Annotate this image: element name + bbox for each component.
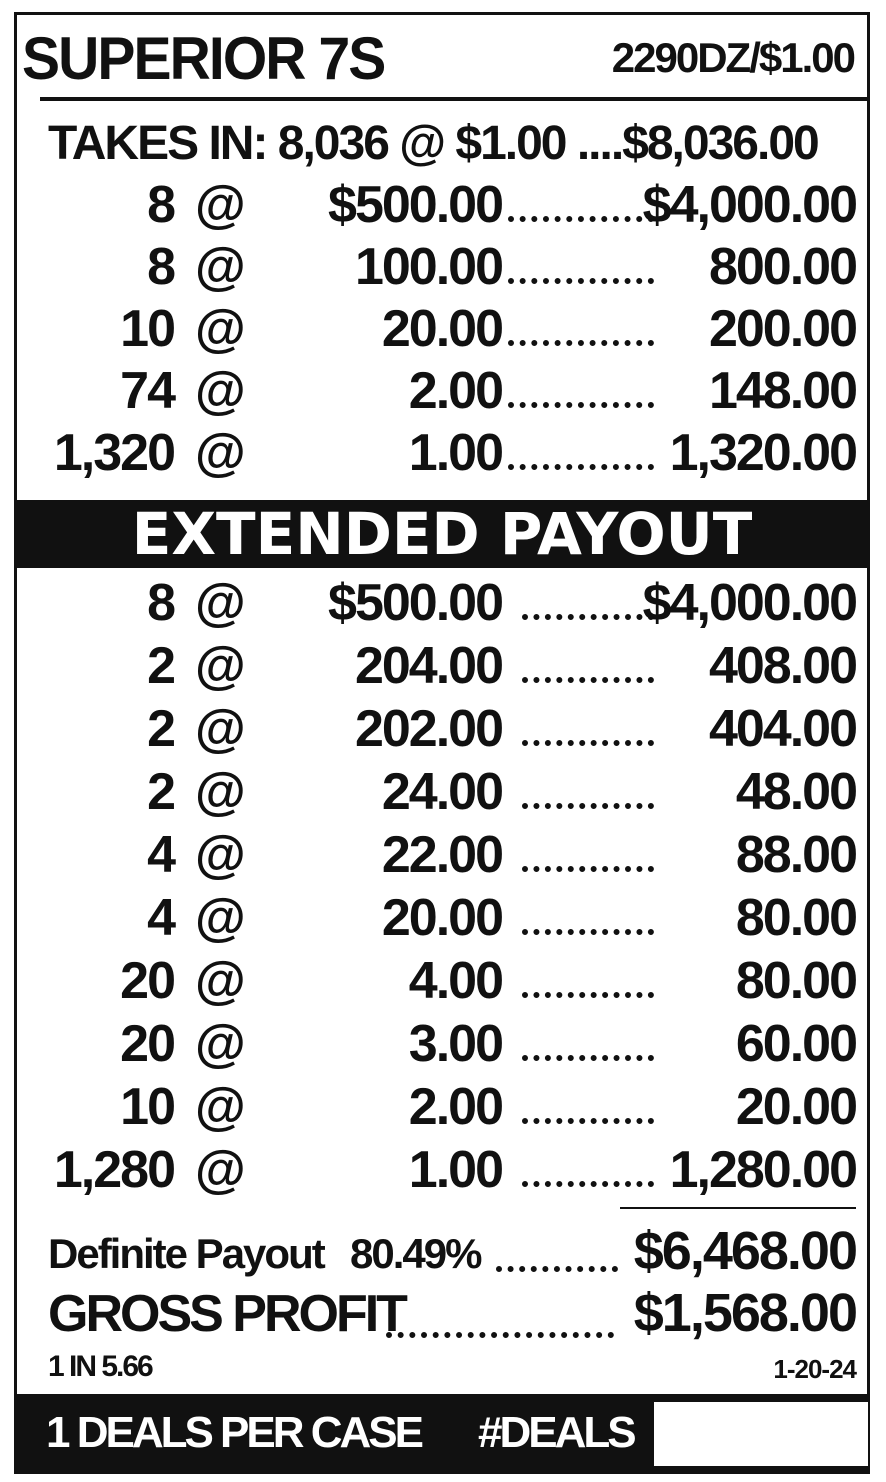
prize-count: 4	[147, 889, 174, 947]
at-sign: @	[195, 176, 244, 234]
odds-text: 1 IN 5.66	[48, 1350, 152, 1383]
at-sign: @	[195, 362, 244, 420]
leader-dots	[508, 456, 654, 470]
date-text: 1-20-24	[773, 1354, 856, 1384]
leader-dots	[522, 795, 654, 809]
prize-row	[0, 572, 886, 634]
extended-payout-band	[14, 500, 870, 568]
prize-total: $4,000.00	[642, 176, 856, 234]
at-sign: @	[195, 1015, 244, 1073]
prize-count: 74	[120, 362, 174, 420]
deals-count-label: #DEALS	[478, 1408, 634, 1457]
prize-count: 4	[147, 826, 174, 884]
prize-total: 20.00	[735, 1078, 856, 1136]
prize-total: $4,000.00	[642, 574, 856, 632]
leader-dots	[522, 1047, 654, 1061]
extended-payout-label: EXTENDED PAYOUT	[131, 500, 753, 568]
definite-payout-label: Definite Payout	[48, 1230, 324, 1277]
deals-count-box[interactable]	[654, 1402, 868, 1466]
form-code: 2290DZ/$1.00	[611, 34, 854, 81]
at-sign: @	[195, 889, 244, 947]
gross-profit-amount: $1,568.00	[633, 1283, 856, 1343]
prize-row	[0, 174, 886, 236]
prize-count: 2	[147, 637, 174, 695]
prize-row	[0, 761, 886, 823]
prize-total: 88.00	[735, 826, 856, 884]
prize-amount: 3.00	[408, 1015, 502, 1073]
prize-amount: 1.00	[408, 1141, 502, 1199]
leader-dots	[522, 606, 654, 620]
prize-amount: $500.00	[328, 176, 502, 234]
prize-count: 20	[120, 952, 174, 1010]
prize-total: 1,320.00	[669, 424, 856, 482]
prize-row	[0, 360, 886, 422]
prize-count: 2	[147, 763, 174, 821]
at-sign: @	[195, 952, 244, 1010]
prize-total: 1,280.00	[669, 1141, 856, 1199]
at-sign: @	[195, 763, 244, 821]
prize-count: 20	[120, 1015, 174, 1073]
footer-bar	[14, 1394, 870, 1474]
prize-total: 48.00	[735, 763, 856, 821]
leader-dots	[522, 732, 654, 746]
prize-row	[0, 950, 886, 1012]
prize-row	[0, 298, 886, 360]
prize-amount: $500.00	[328, 574, 502, 632]
leader-dots	[508, 270, 654, 284]
prize-row	[0, 1076, 886, 1138]
prize-amount: 2.00	[408, 362, 502, 420]
leader-dots	[522, 858, 654, 872]
prize-amount: 1.00	[408, 424, 502, 482]
prize-row	[0, 1139, 886, 1201]
total-rule	[620, 1207, 856, 1209]
prize-row	[0, 422, 886, 484]
prize-total: 80.00	[735, 889, 856, 947]
prize-total: 80.00	[735, 952, 856, 1010]
leader-dots	[508, 208, 654, 222]
leader-dots	[508, 332, 654, 346]
at-sign: @	[195, 826, 244, 884]
prize-amount: 202.00	[354, 700, 502, 758]
takes-in-line: TAKES IN: 8,036 @ $1.00 ....$8,036.00	[48, 117, 818, 170]
gross-profit-row	[48, 1282, 856, 1346]
leader-dots	[508, 394, 654, 408]
prize-total: 200.00	[708, 300, 856, 358]
prize-count: 8	[147, 574, 174, 632]
game-title: SUPERIOR 7S	[22, 25, 385, 92]
prize-count: 8	[147, 238, 174, 296]
leader-dots	[496, 1260, 618, 1272]
definite-payout-percent: 80.49%	[350, 1230, 481, 1277]
prize-total: 800.00	[708, 238, 856, 296]
gross-profit-label: GROSS PROFIT	[48, 1285, 405, 1343]
prize-count: 8	[147, 176, 174, 234]
prize-total: 408.00	[708, 637, 856, 695]
at-sign: @	[195, 1141, 244, 1199]
prize-amount: 100.00	[354, 238, 502, 296]
definite-payout-amount: $6,468.00	[633, 1221, 856, 1281]
prize-row	[0, 236, 886, 298]
prize-amount: 24.00	[381, 763, 502, 821]
leader-dots	[386, 1326, 614, 1338]
prize-total: 404.00	[708, 700, 856, 758]
at-sign: @	[195, 1078, 244, 1136]
prize-total: 60.00	[735, 1015, 856, 1073]
at-sign: @	[195, 637, 244, 695]
prize-amount: 20.00	[381, 300, 502, 358]
prize-total: 148.00	[708, 362, 856, 420]
leader-dots	[522, 984, 654, 998]
prize-amount: 22.00	[381, 826, 502, 884]
leader-dots	[522, 1173, 654, 1187]
prize-row	[0, 635, 886, 697]
deals-per-case: 1 DEALS PER CASE	[46, 1408, 421, 1457]
at-sign: @	[195, 238, 244, 296]
leader-dots	[522, 921, 654, 935]
at-sign: @	[195, 300, 244, 358]
header-rule	[40, 97, 870, 101]
prize-row	[0, 698, 886, 760]
prize-amount: 20.00	[381, 889, 502, 947]
prize-count: 10	[120, 300, 174, 358]
prize-amount: 4.00	[408, 952, 502, 1010]
at-sign: @	[195, 700, 244, 758]
prize-count: 2	[147, 700, 174, 758]
prize-amount: 204.00	[354, 637, 502, 695]
prize-count: 1,280	[53, 1141, 174, 1199]
header	[22, 24, 854, 96]
prize-count: 1,320	[53, 424, 174, 482]
leader-dots	[522, 1110, 654, 1124]
prize-count: 10	[120, 1078, 174, 1136]
prize-amount: 2.00	[408, 1078, 502, 1136]
prize-row	[0, 824, 886, 886]
prize-row	[0, 1013, 886, 1075]
at-sign: @	[195, 424, 244, 482]
leader-dots	[522, 669, 654, 683]
prize-row	[0, 887, 886, 949]
at-sign: @	[195, 574, 244, 632]
definite-payout-row	[48, 1220, 856, 1280]
